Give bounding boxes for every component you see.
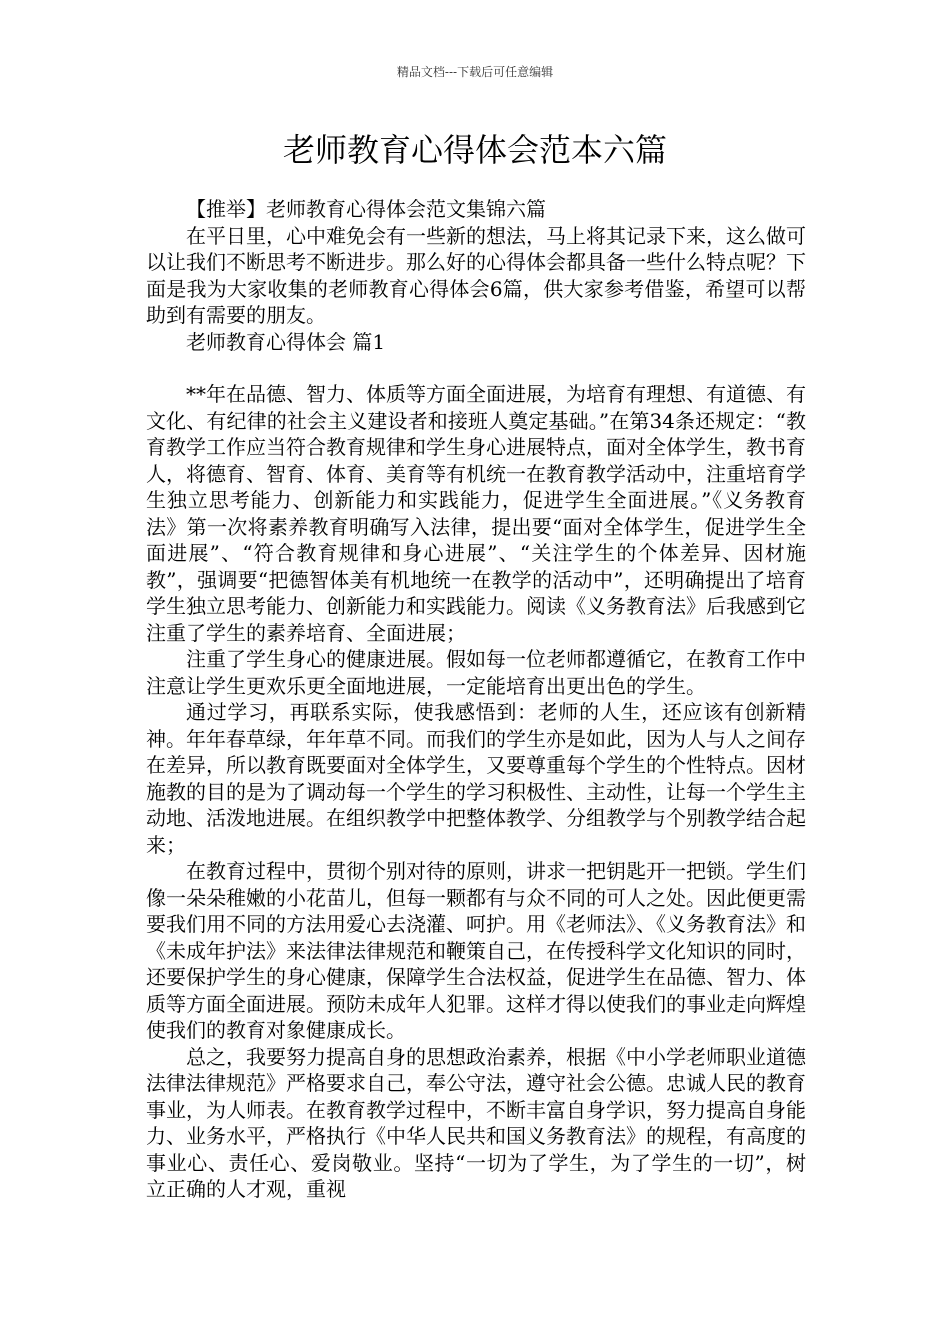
body-paragraph: 总之，我要努力提高自身的思想政治素养，根据《中小学老师职业道德法律法律规范》严格要求自己，奉公守法，遵守社会公德。忠诚人民的教育事业，为人师表。在教育教学过程中，不断丰富自身学识，努力提高自身能力、业务水平，严格执行《中华人民共和国义务教育法》的规程，有高度的事业心、责任心、爱岗敬业。坚持“一切为了学生，为了学生的一切”，树立正确的人才观，重视 bbox=[146, 1044, 806, 1201]
blank-line bbox=[146, 355, 806, 381]
body-paragraph: 在教育过程中，贯彻个别对待的原则，讲求一把钥匙开一把锁。学生们像一朵朵稚嫩的小花苗儿，但每一颗都有与众不同的可人之处。因此便更需要我们用不同的方法用爱心去浇灌、呵护。用《老师法》、《义务教育法》和《未成年护法》来法律法律规范和鞭策自己，在传授科学文化知识的同时，还要保护学生的身心健康，保障学生合法权益，促进学生在品德、智力、体质等方面全面进展。预防未成年人犯罪。这样才得以使我们的事业走向辉煌使我们的教育对象健康成长。 bbox=[146, 859, 806, 1042]
document-title: 老师教育心得体会范本六篇 bbox=[282, 131, 667, 169]
recommendation-line: 【推举】老师教育心得体会范文集锦六篇 bbox=[186, 197, 546, 221]
intro-paragraph: 在平日里，心中难免会有一些新的想法，马上将其记录下来，这么做可以让我们不断思考不断进步。那么好的心得体会都具备一些什么特点呢？下面是我为大家收集的老师教育心得体会6篇，供大家参考借鉴，希望可以帮助到有需要的朋友。 bbox=[146, 223, 806, 327]
section-heading: 老师教育心得体会 篇1 bbox=[186, 329, 386, 354]
document-body bbox=[146, 196, 806, 1203]
body-paragraph: 通过学习，再联系实际，使我感悟到：老师的人生，还应该有创新精神。年年春草绿，年年草不同。而我们的学生亦是如此，因为人与人之间存在差异，所以教育既要面对全体学生，又要尊重每个学生的个性特点。因材施教的目的是为了调动每一个学生的学习积极性、主动性，让每一个学生主动地、活泼地进展。在组织教学中把整体教学、分组教学与个别教学结合起来； bbox=[146, 700, 806, 857]
body-paragraph: **年在品德、智力、体质等方面全面进展，为培育有理想、有道德、有文化、有纪律的社会主义建设者和接班人奠定基础。”在第34条还规定：“教育教学工作应当符合教育规律和学生身心进展特点，面对全体学生，教书育人，将德育、智育、体育、美育等有机统一在教育教学活动中，注重培育学生独立思考能力、创新能力和实践能力，促进学生全面进展。”《义务教育法》第一次将素养教育明确写入法律，提出要“面对全体学生，促进学生全面进展”、“符合教育规律和身心进展”、“关注学生的个体差异、因材施教”，强调要“把德智体美有机地统一在教学的活动中”，还明确提出了培育学生独立思考能力、创新能力和实践能力。阅读《义务教育法》后我感到它注重了学生的素养培育、全面进展； bbox=[146, 382, 806, 645]
page-header: 精品文档---下载后可任意编辑 bbox=[396, 65, 554, 79]
body-paragraph: 注重了学生身心的健康进展。假如每一位老师都遵循它，在教育工作中注意让学生更欢乐更全面地进展，一定能培育出更出色的学生。 bbox=[146, 647, 806, 698]
